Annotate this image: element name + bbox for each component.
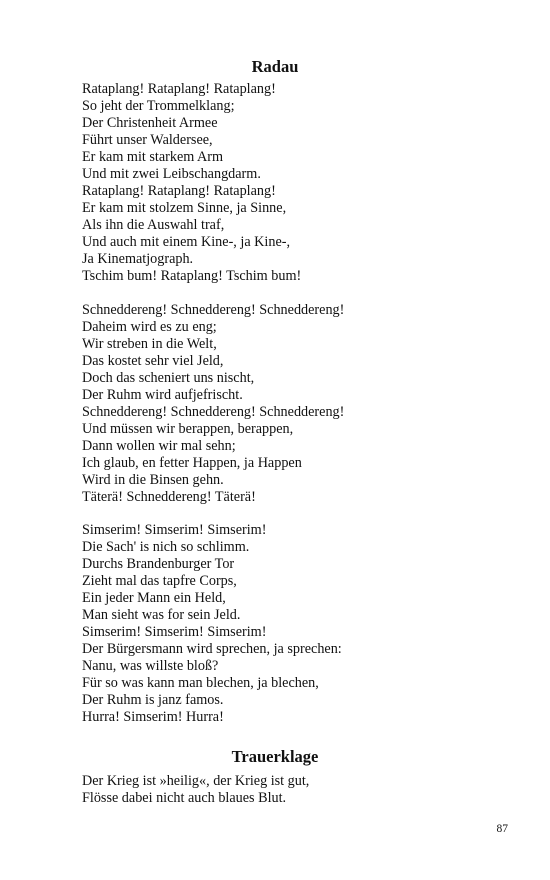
stanza-4 bbox=[82, 773, 309, 807]
verse-line: Daheim wird es zu eng; bbox=[82, 319, 217, 335]
verse-line: Und mit zwei Leibschangdarm. bbox=[82, 166, 261, 182]
verse-line: Dann wollen wir mal sehn; bbox=[82, 438, 236, 454]
verse-line: Der Krieg ist »heilig«, der Krieg ist gut, bbox=[82, 773, 310, 789]
verse-line: Zieht mal das tapfre Corps, bbox=[82, 573, 237, 589]
verse-line: Tschim bum! Rataplang! Tschim bum! bbox=[82, 268, 302, 284]
verse-line: Als ihn die Auswahl traf, bbox=[82, 217, 225, 233]
verse-line: Täterä! Schneddereng! Täterä! bbox=[82, 489, 256, 505]
verse-line: Schneddereng! Schneddereng! Schneddereng! bbox=[82, 302, 345, 318]
verse-line: Der Bürgersmann wird sprechen, ja sprechen: bbox=[82, 641, 342, 657]
stanza-2 bbox=[82, 302, 344, 506]
verse-line: Der Ruhm is janz famos. bbox=[82, 692, 224, 708]
poem-title-radau: Radau bbox=[251, 57, 299, 76]
verse-line: Er kam mit starkem Arm bbox=[82, 149, 224, 165]
verse-line: So jeht der Trommelklang; bbox=[82, 98, 235, 114]
verse-line: Flösse dabei nicht auch blaues Blut. bbox=[82, 790, 287, 806]
verse-line: Schneddereng! Schneddereng! Schneddereng! bbox=[82, 404, 345, 420]
verse-line: Und auch mit einem Kine-, ja Kine-, bbox=[82, 234, 291, 250]
poem-title-trauerklage: Trauerklage bbox=[231, 747, 319, 766]
verse-line: Rataplang! Rataplang! Rataplang! bbox=[82, 183, 276, 199]
page-number: 87 bbox=[496, 823, 508, 835]
verse-line: Simserim! Simserim! Simserim! bbox=[82, 624, 267, 640]
verse-line: Hurra! Simserim! Hurra! bbox=[82, 709, 224, 725]
verse-line: Wir streben in die Welt, bbox=[82, 336, 217, 352]
verse-line: Die Sach' is nich so schlimm. bbox=[82, 539, 250, 555]
verse-line: Das kostet sehr viel Jeld, bbox=[82, 353, 224, 369]
verse-line: Für so was kann man blechen, ja blechen, bbox=[82, 675, 319, 691]
verse-line: Ich glaub, en fetter Happen, ja Happen bbox=[82, 455, 302, 471]
verse-line: Wird in die Binsen gehn. bbox=[82, 472, 224, 488]
verse-line: Er kam mit stolzem Sinne, ja Sinne, bbox=[82, 200, 287, 216]
verse-line: Rataplang! Rataplang! Rataplang! bbox=[82, 81, 276, 97]
verse-line: Nanu, was willste bloß? bbox=[82, 658, 219, 674]
stanza-3 bbox=[82, 522, 342, 726]
verse-line: Simserim! Simserim! Simserim! bbox=[82, 522, 267, 538]
verse-line: Man sieht was for sein Jeld. bbox=[82, 607, 241, 623]
verse-line: Der Ruhm wird aufjefrischt. bbox=[82, 387, 243, 403]
verse-line: Ein jeder Mann ein Held, bbox=[82, 590, 226, 606]
verse-line: Der Christenheit Armee bbox=[82, 115, 218, 131]
verse-line: Führt unser Waldersee, bbox=[82, 132, 213, 148]
stanza-1 bbox=[82, 81, 301, 285]
verse-line: Durchs Brandenburger Tor bbox=[82, 556, 235, 572]
verse-line: Und müssen wir berappen, berappen, bbox=[82, 421, 294, 437]
verse-line: Ja Kinematjograph. bbox=[82, 251, 194, 267]
verse-line: Doch das scheniert uns nischt, bbox=[82, 370, 255, 386]
